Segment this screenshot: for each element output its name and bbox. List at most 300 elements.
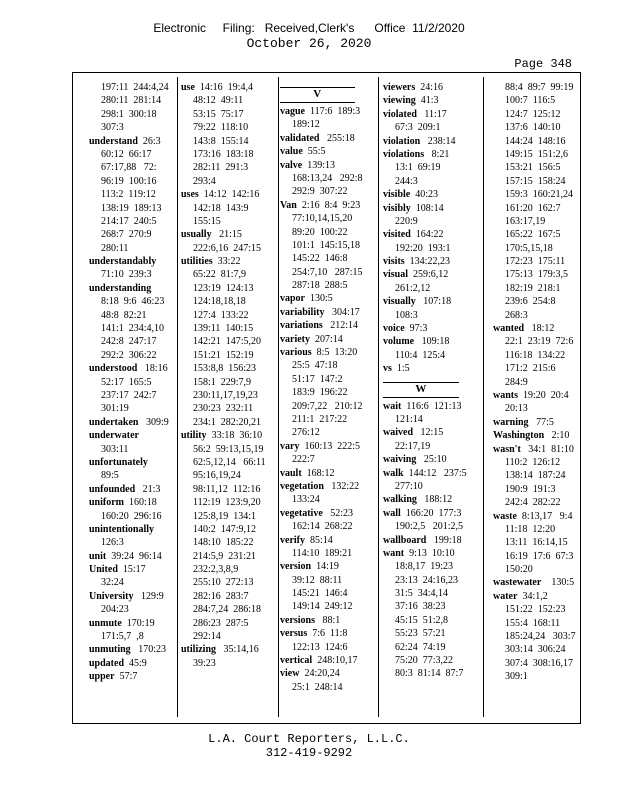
- index-entry: [493, 483, 576, 496]
- index-column-2: [181, 81, 266, 670]
- index-entry: [89, 657, 169, 670]
- page-line-refs: 309:1: [505, 671, 528, 683]
- page-line-refs: 277:10: [395, 480, 423, 492]
- index-term: validated: [280, 132, 320, 144]
- index-term: understood: [89, 363, 138, 375]
- page-line-refs: 286:23 287:5: [193, 617, 249, 629]
- page-line-refs: 214:5,9 231:21: [193, 550, 257, 562]
- index-term: vague: [280, 106, 305, 117]
- index-entry: [89, 402, 169, 415]
- page-line-refs: 207:14: [310, 333, 343, 345]
- index-entry: [181, 309, 266, 322]
- page-line-refs: 114:10 189:21: [292, 547, 353, 559]
- index-term: viewing: [383, 95, 416, 107]
- index-entry: [493, 643, 576, 656]
- index-term: upper: [89, 671, 115, 683]
- page-line-refs: 75:20 77:3,22: [395, 655, 454, 667]
- page-line-refs: 24:20,24: [299, 668, 340, 680]
- index-entry: [181, 148, 266, 161]
- page-line-refs: 284:9: [505, 376, 528, 388]
- index-entry: [493, 202, 576, 215]
- page-line-refs: 214:17 240:5: [101, 215, 157, 227]
- index-term: vault: [280, 467, 302, 479]
- index-term: unmuting: [89, 644, 131, 656]
- page-line-refs: 34:1,2: [517, 590, 548, 602]
- index-term: voice: [383, 323, 405, 335]
- index-entry: [89, 188, 169, 201]
- page-line-refs: 18:12: [524, 323, 555, 335]
- page-line-refs: 138:14 187:24: [505, 470, 566, 482]
- page-line-refs: 45:15 51:2,8: [395, 614, 449, 626]
- index-entry: [280, 507, 363, 520]
- index-entry: [383, 574, 467, 587]
- index-entry: [89, 175, 169, 188]
- index-entry: [493, 523, 576, 536]
- index-entry: [280, 627, 363, 640]
- page-line-refs: 34:1 81:10: [520, 443, 574, 455]
- index-term: utilizing: [181, 644, 217, 656]
- index-entry: [89, 202, 169, 215]
- index-entry: [280, 132, 363, 145]
- page-line-refs: 13:11 16:14,15: [505, 537, 568, 549]
- index-entry: [280, 654, 363, 667]
- index-entry: [383, 560, 467, 573]
- page-line-refs: 67:3 209:1: [395, 122, 441, 134]
- index-term: version: [280, 561, 312, 573]
- index-entry: [181, 496, 266, 509]
- index-entry: [493, 376, 576, 389]
- index-entry: [181, 402, 266, 415]
- index-term: wants: [493, 389, 519, 401]
- page-line-refs: 25:10: [416, 454, 447, 466]
- index-entry: [89, 295, 169, 308]
- index-entry: [280, 118, 363, 131]
- index-entry: [181, 121, 266, 134]
- page-line-refs: 160:18: [124, 497, 157, 509]
- page-line-refs: 55:5: [302, 146, 326, 158]
- page-line-refs: 123:19 124:13: [193, 282, 254, 294]
- index-term: vegetative: [280, 507, 323, 519]
- index-term: unintentionally: [89, 523, 155, 535]
- index-entry: [493, 215, 576, 228]
- index-entry: [280, 212, 363, 225]
- index-entry: [493, 148, 576, 161]
- index-entry: [280, 400, 363, 413]
- index-entry: [493, 295, 576, 308]
- index-entry: [383, 426, 467, 439]
- index-entry: [383, 440, 467, 453]
- index-entry: [89, 416, 169, 429]
- index-entry: [181, 523, 266, 536]
- index-entry: [181, 215, 266, 228]
- index-entry: [493, 429, 576, 442]
- index-entry: [89, 362, 169, 375]
- index-term: waste: [493, 510, 517, 522]
- page-line-refs: 112:19 123:9,20: [193, 497, 261, 509]
- page-line-refs: 124:7 125:12: [505, 108, 561, 120]
- index-term: wanted: [493, 323, 525, 335]
- index-entry: [493, 309, 576, 322]
- index-term: view: [280, 668, 300, 680]
- index-entry: [280, 346, 363, 359]
- page-line-refs: 145:22 146:8: [292, 253, 348, 265]
- index-term: unit: [89, 550, 107, 562]
- index-entry: [280, 493, 363, 506]
- page-line-refs: 130:5: [541, 577, 575, 589]
- page-line-refs: 15:17: [117, 564, 146, 576]
- index-term: vapor: [280, 293, 305, 305]
- page-line-refs: 155:15: [193, 215, 221, 227]
- page-line-refs: 129:9: [133, 590, 164, 602]
- index-entry: [383, 600, 467, 613]
- index-entry: [493, 563, 576, 576]
- page-line-refs: 89:20 100:22: [292, 226, 348, 238]
- index-entry: [383, 520, 467, 533]
- index-entry: [493, 576, 576, 589]
- page-line-refs: 199:18: [426, 534, 462, 546]
- index-entry: [181, 483, 266, 496]
- index-term: vegetation: [280, 480, 324, 492]
- page-line-refs: 255:18: [319, 132, 355, 144]
- index-column-1: [89, 81, 169, 684]
- index-entry: [383, 641, 467, 654]
- index-term: walking: [383, 494, 417, 506]
- index-entry: [493, 362, 576, 375]
- index-term: vs: [383, 363, 392, 375]
- page-line-refs: 52:23: [322, 507, 354, 519]
- index-term: valve: [280, 159, 303, 171]
- index-entry: [181, 335, 266, 348]
- index-column-3: [280, 87, 363, 694]
- index-term: wasn't: [493, 443, 521, 455]
- page-line-refs: 183:9 196:22: [292, 387, 348, 399]
- index-entry: [89, 242, 169, 255]
- page-line-refs: 237:17 242:7: [101, 389, 157, 401]
- page-line-refs: 292:14: [193, 631, 221, 643]
- index-term: want: [383, 547, 405, 559]
- column-divider: [177, 77, 178, 717]
- page-line-refs: 56:2 59:13,15,19: [193, 443, 264, 455]
- index-entry: [280, 413, 363, 426]
- page-line-refs: 9:13 10:10: [404, 547, 455, 559]
- index-entry: [493, 175, 576, 188]
- index-entry: [493, 657, 576, 670]
- index-entry: [280, 226, 363, 239]
- page-line-refs: 62:24 74:19: [395, 641, 446, 653]
- page-line-refs: 166:20 177:3: [400, 507, 462, 519]
- page-line-refs: 280:11: [101, 242, 129, 254]
- index-entry: [383, 614, 467, 627]
- page-line-refs: 89:5: [101, 470, 119, 482]
- index-entry: [89, 469, 169, 482]
- page-line-refs: 254:7,10 287:15: [292, 266, 363, 278]
- index-entry: [493, 282, 576, 295]
- index-entry: [181, 630, 266, 643]
- page-line-refs: 127:4 133:22: [193, 309, 249, 321]
- page-line-refs: 292:2 306:22: [101, 349, 157, 361]
- page-line-refs: 211:1 217:22: [292, 413, 348, 425]
- index-entry: [493, 188, 576, 201]
- index-entry: [280, 547, 363, 560]
- index-entry: [280, 667, 363, 680]
- index-entry: [383, 295, 467, 308]
- index-entry: [383, 94, 467, 107]
- index-entry: [383, 228, 467, 241]
- page-line-refs: 304:17: [324, 306, 360, 318]
- page-line-refs: 144:12 237:5: [403, 467, 467, 479]
- index-entry: [493, 550, 576, 563]
- index-entry: [383, 627, 467, 640]
- page-line-refs: 139:13: [302, 159, 335, 171]
- index-entry: [181, 563, 266, 576]
- index-entry: [89, 496, 169, 509]
- index-entry: [383, 148, 467, 161]
- page-line-refs: 19:20 20:4: [518, 389, 569, 401]
- page-line-refs: 26:3: [137, 135, 161, 147]
- index-entry: [181, 536, 266, 549]
- section-letter: W: [383, 382, 459, 398]
- page-line-refs: 11:17: [416, 108, 447, 120]
- page-line-refs: 182:19 218:1: [505, 282, 561, 294]
- page-line-refs: 116:18 134:22: [505, 349, 566, 361]
- page-line-refs: 14:12 142:16: [198, 189, 260, 201]
- page-line-refs: 40:23: [410, 189, 439, 201]
- index-entry: [280, 239, 363, 252]
- page-line-refs: 134:22,23: [404, 256, 450, 268]
- index-entry: [181, 94, 266, 107]
- page-line-refs: 130:5: [305, 293, 333, 305]
- index-entry: [383, 202, 467, 215]
- index-term: uses: [181, 189, 199, 201]
- page-line-refs: 11:18 12:20: [505, 523, 556, 535]
- index-term: visits: [383, 256, 405, 268]
- page-line-refs: 230:11,17,19,23: [193, 389, 258, 401]
- index-entry: [181, 617, 266, 630]
- page-line-refs: 8:18 9:6 46:23: [101, 296, 165, 308]
- index-term: wait: [383, 400, 402, 412]
- page-line-refs: 18:8,17 19:23: [395, 561, 454, 573]
- index-entry: [89, 376, 169, 389]
- index-entry: [280, 453, 363, 466]
- index-entry: [89, 617, 169, 630]
- index-term: vary: [280, 440, 300, 452]
- page-line-refs: 173:16 183:18: [193, 148, 254, 160]
- page-line-refs: 292:9 307:22: [292, 186, 348, 198]
- page-line-refs: 170:23: [130, 644, 166, 656]
- page-line-refs: 55:23 57:21: [395, 628, 446, 640]
- page-line-refs: 67:17,88 72:: [101, 162, 157, 174]
- page-line-refs: 171:5,7 ,8: [101, 631, 144, 643]
- index-term: vertical: [280, 655, 313, 667]
- page-line-refs: 242:8 247:17: [101, 336, 157, 348]
- index-entry: [181, 349, 266, 362]
- page-line-refs: 158:1 229:7,9: [193, 376, 252, 388]
- page-line-refs: 140:2 147:9,12: [193, 523, 257, 535]
- index-entry: [280, 333, 363, 346]
- index-term: viewers: [383, 82, 416, 93]
- page-line-refs: 48:8 82:21: [101, 309, 147, 321]
- page-line-refs: 138:19 189:13: [101, 202, 162, 214]
- index-entry: [280, 306, 363, 319]
- page-line-refs: 33:22: [212, 256, 241, 268]
- page-line-refs: 39:24 96:14: [106, 550, 162, 562]
- index-entry: [181, 389, 266, 402]
- page-line-refs: 232:2,3,8,9: [193, 564, 239, 576]
- index-term: unfortunately: [89, 456, 148, 468]
- index-entry: [181, 228, 266, 241]
- page-line-refs: 151:21 152:19: [193, 349, 254, 361]
- index-entry: [383, 242, 467, 255]
- index-entry: [383, 161, 467, 174]
- index-term: Van: [280, 199, 297, 211]
- index-entry: [89, 121, 169, 134]
- index-term: Washington: [493, 430, 545, 442]
- footer: [0, 732, 618, 760]
- index-entry: [181, 603, 266, 616]
- column-divider: [278, 77, 279, 717]
- index-entry: [89, 456, 169, 469]
- index-entry: [493, 349, 576, 362]
- index-entry: [280, 614, 363, 627]
- index-term: underwater: [89, 430, 139, 442]
- page-line-refs: 141:1 234:4,10: [101, 323, 165, 335]
- index-term: updated: [89, 657, 125, 669]
- index-entry: [181, 268, 266, 281]
- page-line-refs: 307:3: [101, 122, 124, 134]
- page-line-refs: 122:13 124:6: [292, 641, 348, 653]
- index-entry: [493, 416, 576, 429]
- page-line-refs: 110:2 126:12: [505, 456, 561, 468]
- page-line-refs: 8:21: [424, 148, 450, 160]
- page-line-refs: 2:10: [544, 430, 570, 442]
- page-line-refs: 88:4 89:7 99:19: [505, 82, 574, 93]
- page-line-refs: 18:16: [137, 363, 168, 375]
- page-line-refs: 7:6 11:8: [307, 628, 348, 640]
- page-line-refs: 161:20 162:7: [505, 202, 561, 214]
- index-entry: [383, 81, 467, 94]
- index-entry: [89, 389, 169, 402]
- page-line-refs: 212:14: [322, 320, 359, 332]
- page-line-refs: 168:13,24 292:8: [292, 172, 363, 184]
- index-term: variety: [280, 333, 310, 345]
- index-entry: [383, 309, 467, 322]
- page-line-refs: 132:22: [323, 480, 360, 492]
- page-line-refs: 48:12 49:11: [193, 95, 244, 107]
- page-line-refs: 185:24,24 303:7: [505, 631, 576, 643]
- page-line-refs: 192:20 193:1: [395, 242, 451, 254]
- index-entry: [280, 426, 363, 439]
- index-entry: [383, 534, 467, 547]
- page-line-refs: 100:7 116:5: [505, 95, 556, 107]
- page-line-refs: 160:13 222:5: [299, 440, 361, 452]
- filing-stamp: Electronic Filing: Received,Clerk's Office 11/2/2020: [153, 21, 465, 35]
- page-line-refs: 222:7: [292, 454, 315, 466]
- index-entry: [383, 349, 467, 362]
- index-entry: [280, 199, 363, 212]
- index-entry: [383, 467, 467, 480]
- index-entry: [493, 228, 576, 241]
- page-line-refs: 125:8,19 134:1: [193, 510, 257, 522]
- page-line-refs: 255:10 272:13: [193, 577, 254, 589]
- index-entry: [493, 670, 576, 683]
- index-entry: [181, 657, 266, 670]
- index-entry: [383, 413, 467, 426]
- index-term: versions: [280, 614, 315, 626]
- page-line-refs: 80:3 81:14 87:7: [395, 668, 464, 680]
- index-entry: [280, 319, 363, 332]
- page-line-refs: 171:2 215:6: [505, 363, 556, 375]
- page-line-refs: 21:3: [135, 483, 161, 495]
- index-entry: [89, 108, 169, 121]
- index-box: [72, 72, 581, 724]
- page-line-refs: 85:14: [305, 534, 333, 546]
- page-line-refs: 142:18 143:9: [193, 202, 249, 214]
- page-line-refs: 1:5: [391, 363, 410, 375]
- page-line-refs: 39:12 88:11: [292, 574, 343, 586]
- index-entry: [181, 282, 266, 295]
- index-entry: [89, 483, 169, 496]
- index-term: visually: [383, 296, 416, 308]
- index-term: visibly: [383, 202, 411, 214]
- index-entry: [493, 630, 576, 643]
- index-entry: [383, 268, 467, 281]
- index-entry: [493, 590, 576, 603]
- index-entry: [383, 400, 467, 413]
- page-line-refs: 204:23: [101, 604, 129, 616]
- index-term: violation: [383, 135, 421, 147]
- index-entry: [383, 587, 467, 600]
- page-line-refs: 116:6 121:13: [401, 400, 462, 412]
- page-line-refs: 259:6,12: [408, 269, 449, 281]
- page-line-refs: 97:3: [404, 323, 428, 335]
- index-entry: [383, 188, 467, 201]
- index-term: unmute: [89, 617, 122, 629]
- index-term: understandably: [89, 256, 157, 268]
- index-entry: [493, 121, 576, 134]
- index-entry: [280, 159, 363, 172]
- index-entry: [280, 440, 363, 453]
- page-line-refs: 110:4 125:4: [395, 349, 446, 361]
- index-entry: [383, 108, 467, 121]
- page-line-refs: 175:13 179:3,5: [505, 269, 569, 281]
- page-line-refs: 108:14: [410, 202, 444, 214]
- index-entry: [89, 322, 169, 335]
- page-line-refs: 190:9 191:3: [505, 483, 556, 495]
- page-line-refs: 301:19: [101, 403, 129, 415]
- index-entry: [89, 510, 169, 523]
- index-term: variability: [280, 306, 325, 318]
- index-entry: [181, 188, 266, 201]
- index-term: University: [89, 590, 134, 602]
- index-term: water: [493, 590, 518, 602]
- index-entry: [181, 510, 266, 523]
- index-entry: [181, 322, 266, 335]
- index-entry: [181, 362, 266, 375]
- page-line-refs: 137:6 140:10: [505, 122, 561, 134]
- page-line-refs: 307:4 308:16,17: [505, 657, 574, 669]
- page-line-refs: 13:1 69:19: [395, 162, 441, 174]
- page-line-refs: 139:11 140:15: [193, 323, 254, 335]
- page-line-refs: 160:20 296:16: [101, 510, 162, 522]
- page-line-refs: 23:13 24:16,23: [395, 574, 459, 586]
- page-line-refs: 163:17,19: [505, 215, 546, 227]
- index-term: undertaken: [89, 416, 139, 428]
- index-column-4: [383, 81, 467, 681]
- index-entry: [181, 108, 266, 121]
- page-line-refs: 164:22: [410, 229, 444, 241]
- index-term: versus: [280, 628, 308, 640]
- page-line-refs: 126:3: [101, 537, 124, 549]
